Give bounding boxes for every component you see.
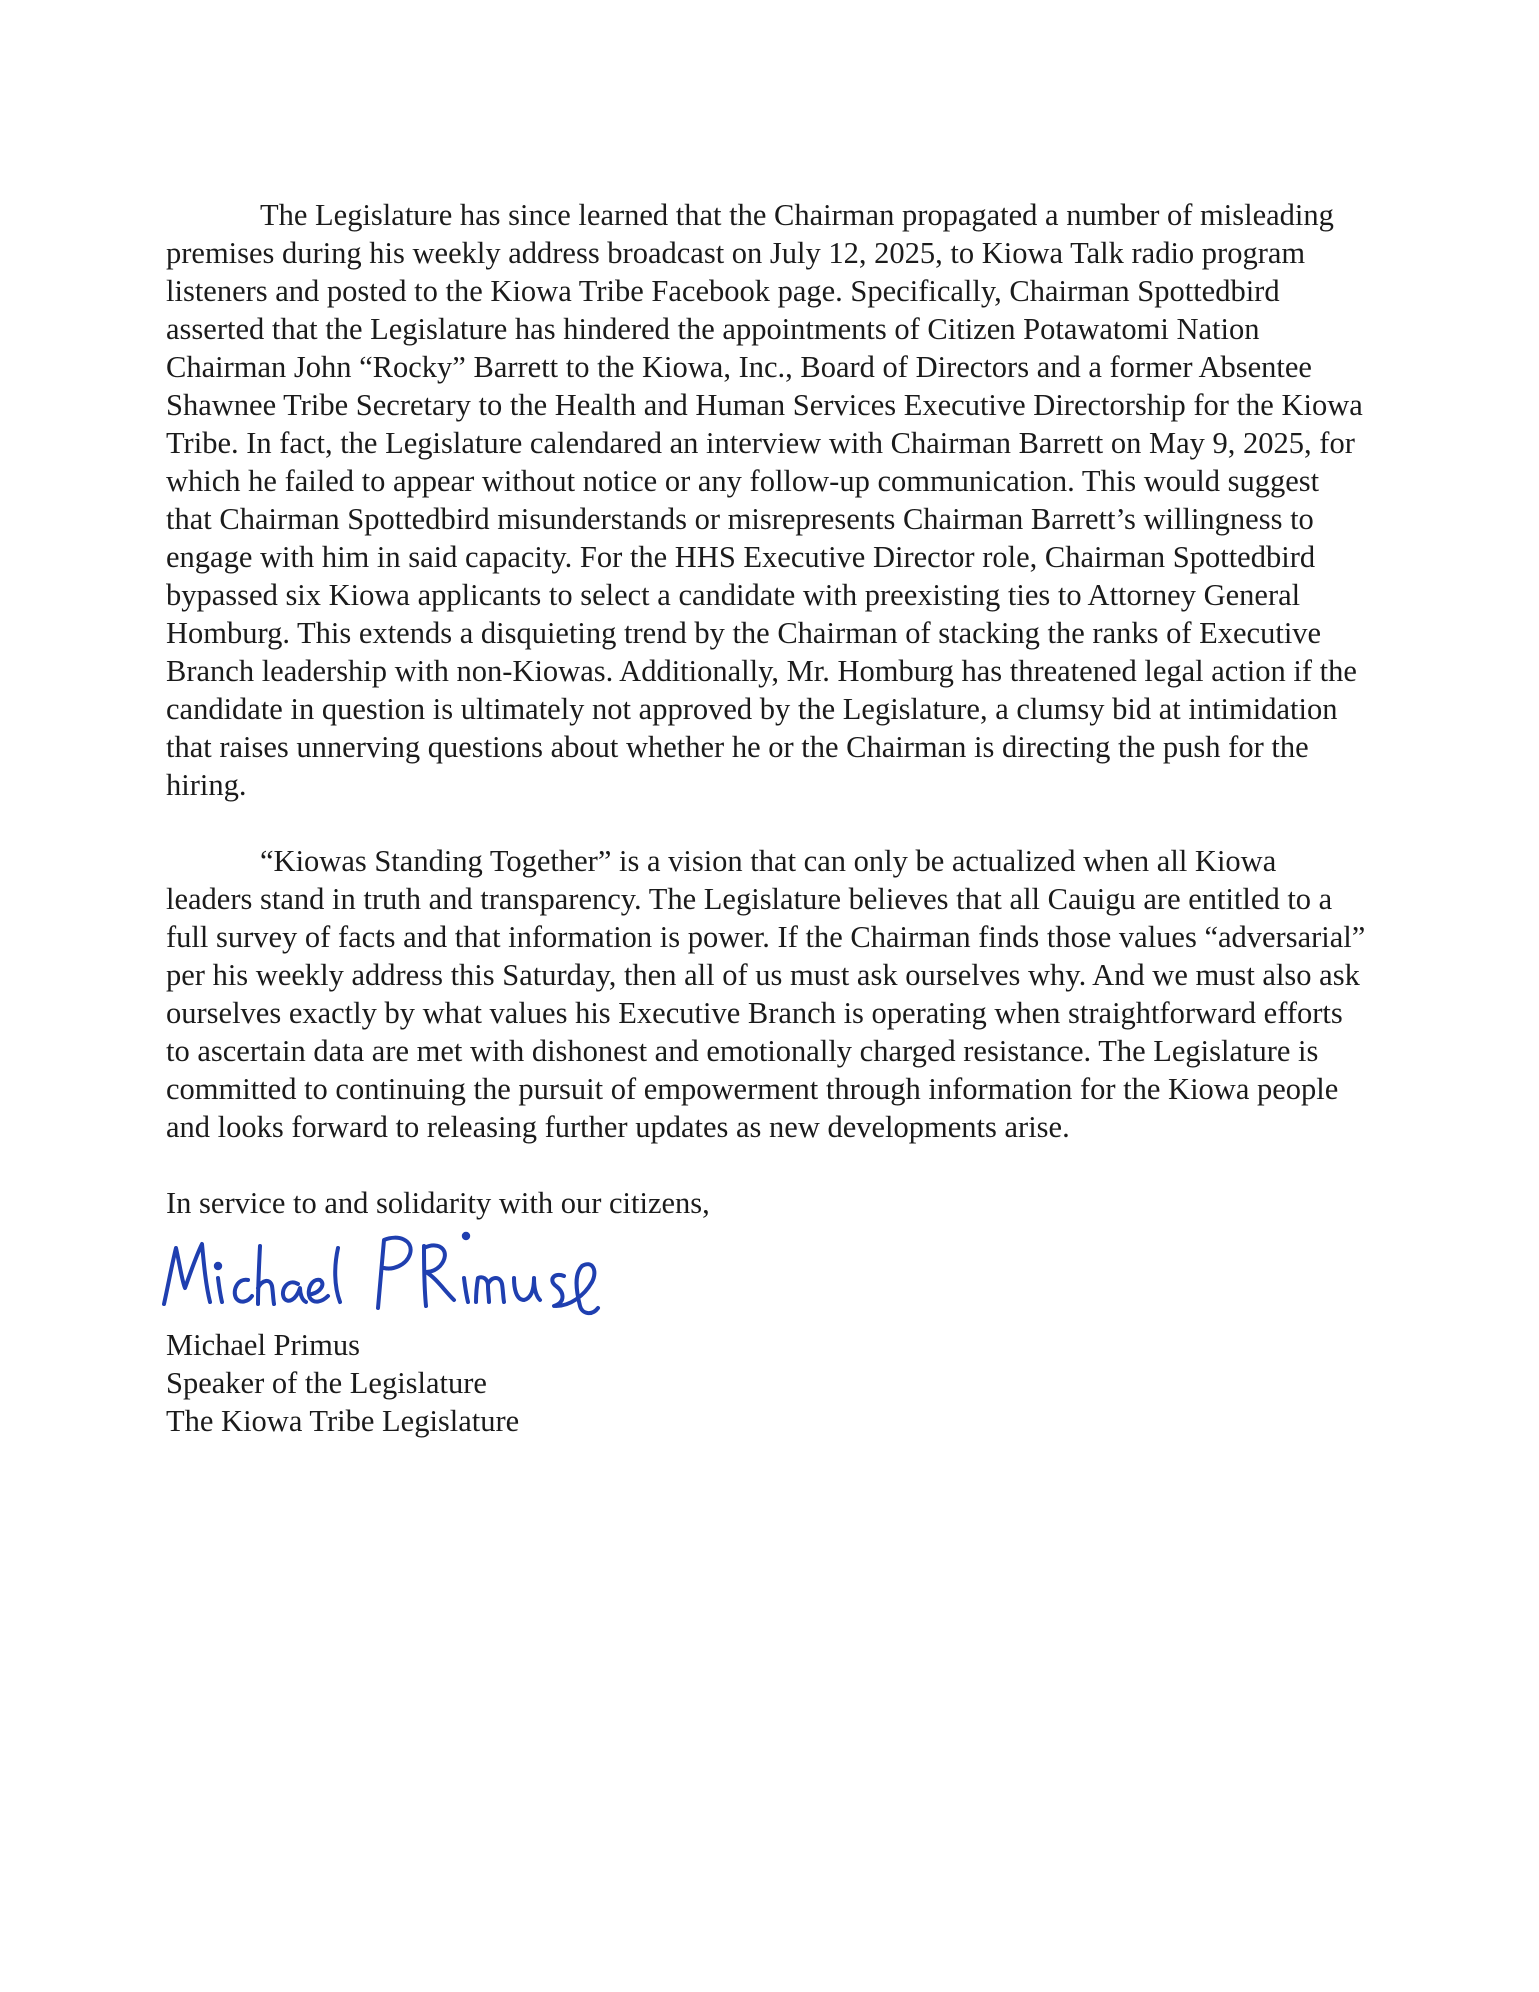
signer-name: Michael Primus — [166, 1328, 360, 1362]
letter-body — [166, 196, 1368, 1440]
signer-organization: The Kiowa Tribe Legislature — [166, 1404, 520, 1438]
paragraph-legislature-findings: The Legislature has since learned that the Chairman propagated a number of misleading premises during his weekly address broadcast on July 12, 2025, to Kiowa Talk radio program listeners and posted to the Kiowa Tribe Facebook page. Specifically, Chairman Spottedbird asserted that the Legislature has hindered the appointments of Citizen Potawatomi Nation Chairman John “Rocky” Barrett to the Kiowa, Inc., Board of Directors and a former Absentee Shawnee Tribe Secretary to the Health and Human Services Executive Directorship for the Kiowa Tribe. In fact, the Legislature calendared an interview with Chairman Barrett on May 9, 2025, for which he failed to appear without notice or any follow-up communication. This would suggest that Chairman Spottedbird misunderstands or misrepresents Chairman Barrett’s willingness to engage with him in said capacity. For the HHS Executive Director role, Chairman Spottedbird bypassed six Kiowa applicants to select a candidate with preexisting ties to Attorney General Homburg. This extends a disquieting trend by the Chairman of stacking the ranks of Executive Branch leadership with non-Kiowas. Additionally, Mr. Homburg has threatened legal action if the candidate in question is ultimately not approved by the Legislature, a clumsy bid at intimidation that raises unnerving questions about whether he or the Chairman is directing the push for the hiring. — [166, 198, 1363, 802]
signature-image — [152, 1226, 612, 1318]
paragraph-kiowas-standing-together: “Kiowas Standing Together” is a vision that can only be actualized when all Kiowa leaders stand in truth and transparency. The Legislature believes that all Cauigu are entitled to a full survey of facts and that information is power. If the Chairman finds those values “adversarial” per his weekly address this Saturday, then all of us must ask ourselves why. And we must also ask ourselves exactly by what values his Executive Branch is operating when straightforward efforts to ascertain data are met with dishonest and emotionally charged resistance. The Legislature is committed to continuing the pursuit of empowerment through information for the Kiowa people and looks forward to releasing further updates as new developments arise. — [166, 844, 1366, 1144]
closing-line: In service to and solidarity with our citizens, — [166, 1186, 710, 1220]
signer-title: Speaker of the Legislature — [166, 1366, 487, 1400]
handwritten-signature — [152, 1226, 612, 1318]
signer-block — [166, 1326, 1368, 1440]
